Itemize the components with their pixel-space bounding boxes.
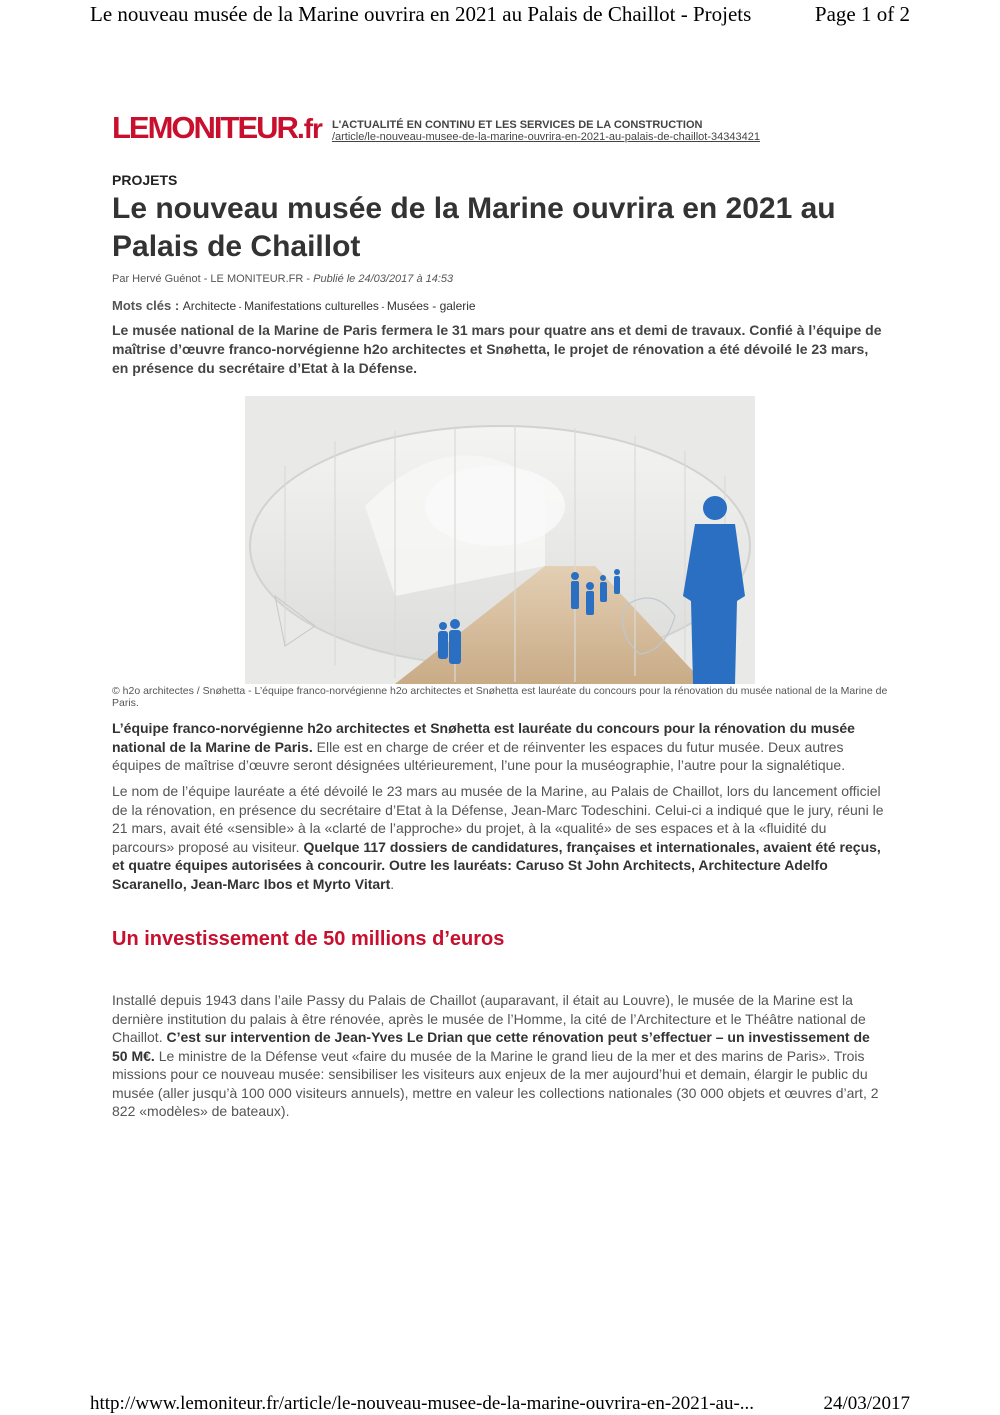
byline-author: Par Hervé Guénot - LE MONITEUR.FR - <box>112 273 314 285</box>
paragraph-text: Le ministre de la Défense veut «faire du musée de la Marine le grand lieu de la mer et des marins de Paris». Trois missions pour ce nouveau musée: sensibiliser les visiteurs aux enjeux de la mer aujourd’hui et demain, élargir le public du musée (aller jusqu’à 100 000 visiteurs annuels), mettre en valeur les collections nationales (30 000 objets et œuvres d’art, 2 822 «modèles» de bateaux). <box>112 1047 879 1119</box>
article-lead: Le musée national de la Marine de Paris fermera le 31 mars pour quatre ans et demi de travaux. Confié à l’équipe de maîtrise d’œuvre franco-norvégienne h2o architectes et Snøhetta, le projet de rénovation a été dévoilé le 23 mars, en présence du secrétaire d’Etat à la Défense. <box>112 322 882 376</box>
byline-date: Publié le 24/03/2017 à 14:53 <box>313 273 454 285</box>
masthead <box>112 112 760 145</box>
logo-tld: .fr <box>296 113 322 144</box>
print-date: 24/03/2017 <box>823 1393 910 1414</box>
print-page-number: Page 1 of 2 <box>814 2 910 26</box>
paragraph <box>112 991 888 1121</box>
article-title: Le nouveau musée de la Marine ouvrira en 2021 au Palais de Chaillot <box>112 192 836 263</box>
article-image <box>245 396 755 684</box>
article-url-link[interactable]: /article/le-nouveau-musee-de-la-marine-ouvrira-en-2021-au-palais-de-chaillot-34343421 <box>331 131 760 143</box>
print-page-title: Le nouveau musée de la Marine ouvrira en 2021 au Palais de Chaillot - Projets <box>90 2 752 26</box>
paragraph-text: Installé depuis 1943 dans l’aile Passy du Palais de Chaillot (auparavant, il était au Louvre), le musée de la Marine est la dernière institution du palais à être rénovée, après le musée de l’Homme, la cité de l’Architecture et le Théâtre national de Chaillot. <box>112 992 866 1045</box>
site-tagline: L'ACTUALITÉ EN CONTINU ET LES SERVICES DE LA CONSTRUCTION <box>331 119 703 131</box>
paragraph <box>112 782 888 893</box>
paragraph-text: Le nom de l’équipe lauréate a été dévoilé le 23 mars au musée de la Marine, au Palais de Chaillot, lors du lancement officiel de la rénovation, en présence du secrétaire d’Etat à la Défense, Jean-Marc Todeschini. Celui-ci a indiqué que le jury, réuni le 21 mars, avait été «sensible» à la «clarté de l’approche» du projet, à la «qualité» de ses espaces et à la «fluidité du parcours» proposé au visiteur. <box>112 783 884 855</box>
section-heading: Un investissement de 50 millions d’euros <box>112 928 505 950</box>
paragraph <box>112 719 888 775</box>
paragraph-emphasis: C’est sur intervention de Jean-Yves Le Drian que cette rénovation peut s’effectuer – un investissement de 50 M€. <box>112 1029 870 1064</box>
keyword-link[interactable]: Architecte <box>182 299 237 313</box>
paragraph-emphasis: Quelque 117 dossiers de candidatures, françaises et internationales, avaient été reçus, et quatre équipes autorisées à concourir. Outre les lauréats: Caruso St John Architects, Architecture Adelfo Scaranello, Jean-Marc Ibos et Myrto Vitart <box>112 838 881 892</box>
print-header <box>90 2 910 27</box>
site-logo[interactable] <box>112 112 322 145</box>
paragraph-emphasis: L’équipe franco-norvégienne h2o architectes et Snøhetta est lauréate du concours pour la rénovation du musée national de la Marine de Paris. <box>112 720 855 755</box>
paragraph-text: . <box>390 875 395 892</box>
print-footer <box>90 1393 910 1415</box>
keyword-link[interactable]: Musées - galerie <box>386 299 476 313</box>
byline <box>112 273 888 285</box>
keywords: Mots clés : Architecte - Manifestations culturelles - Musées - galerie <box>112 298 476 313</box>
keyword-link[interactable]: Manifestations culturelles <box>244 299 379 313</box>
print-url: http://www.lemoniteur.fr/article/le-nouveau-musee-de-la-marine-ouvrira-en-2021-au-... <box>90 1393 755 1414</box>
paragraph-text: Elle est en charge de créer et de réinventer les espaces du futur musée. Deux autres équipes de maîtrise d’œuvre seront désignées ultérieurement, l’une pour la muséographie, l’autre pour la signalétique. <box>112 738 846 773</box>
logo-main: LEMONITEUR <box>112 110 297 145</box>
image-caption: © h2o architectes / Snøhetta - L’équipe franco-norvégienne h2o architectes et Snøhetta est lauréate du concours pour la rénovation du musée national de la Marine de Paris. <box>112 685 888 709</box>
museum-rendering-illustration <box>245 396 755 684</box>
keywords-label: Mots clés : <box>112 298 183 313</box>
section-label[interactable]: PROJETS <box>112 172 178 188</box>
